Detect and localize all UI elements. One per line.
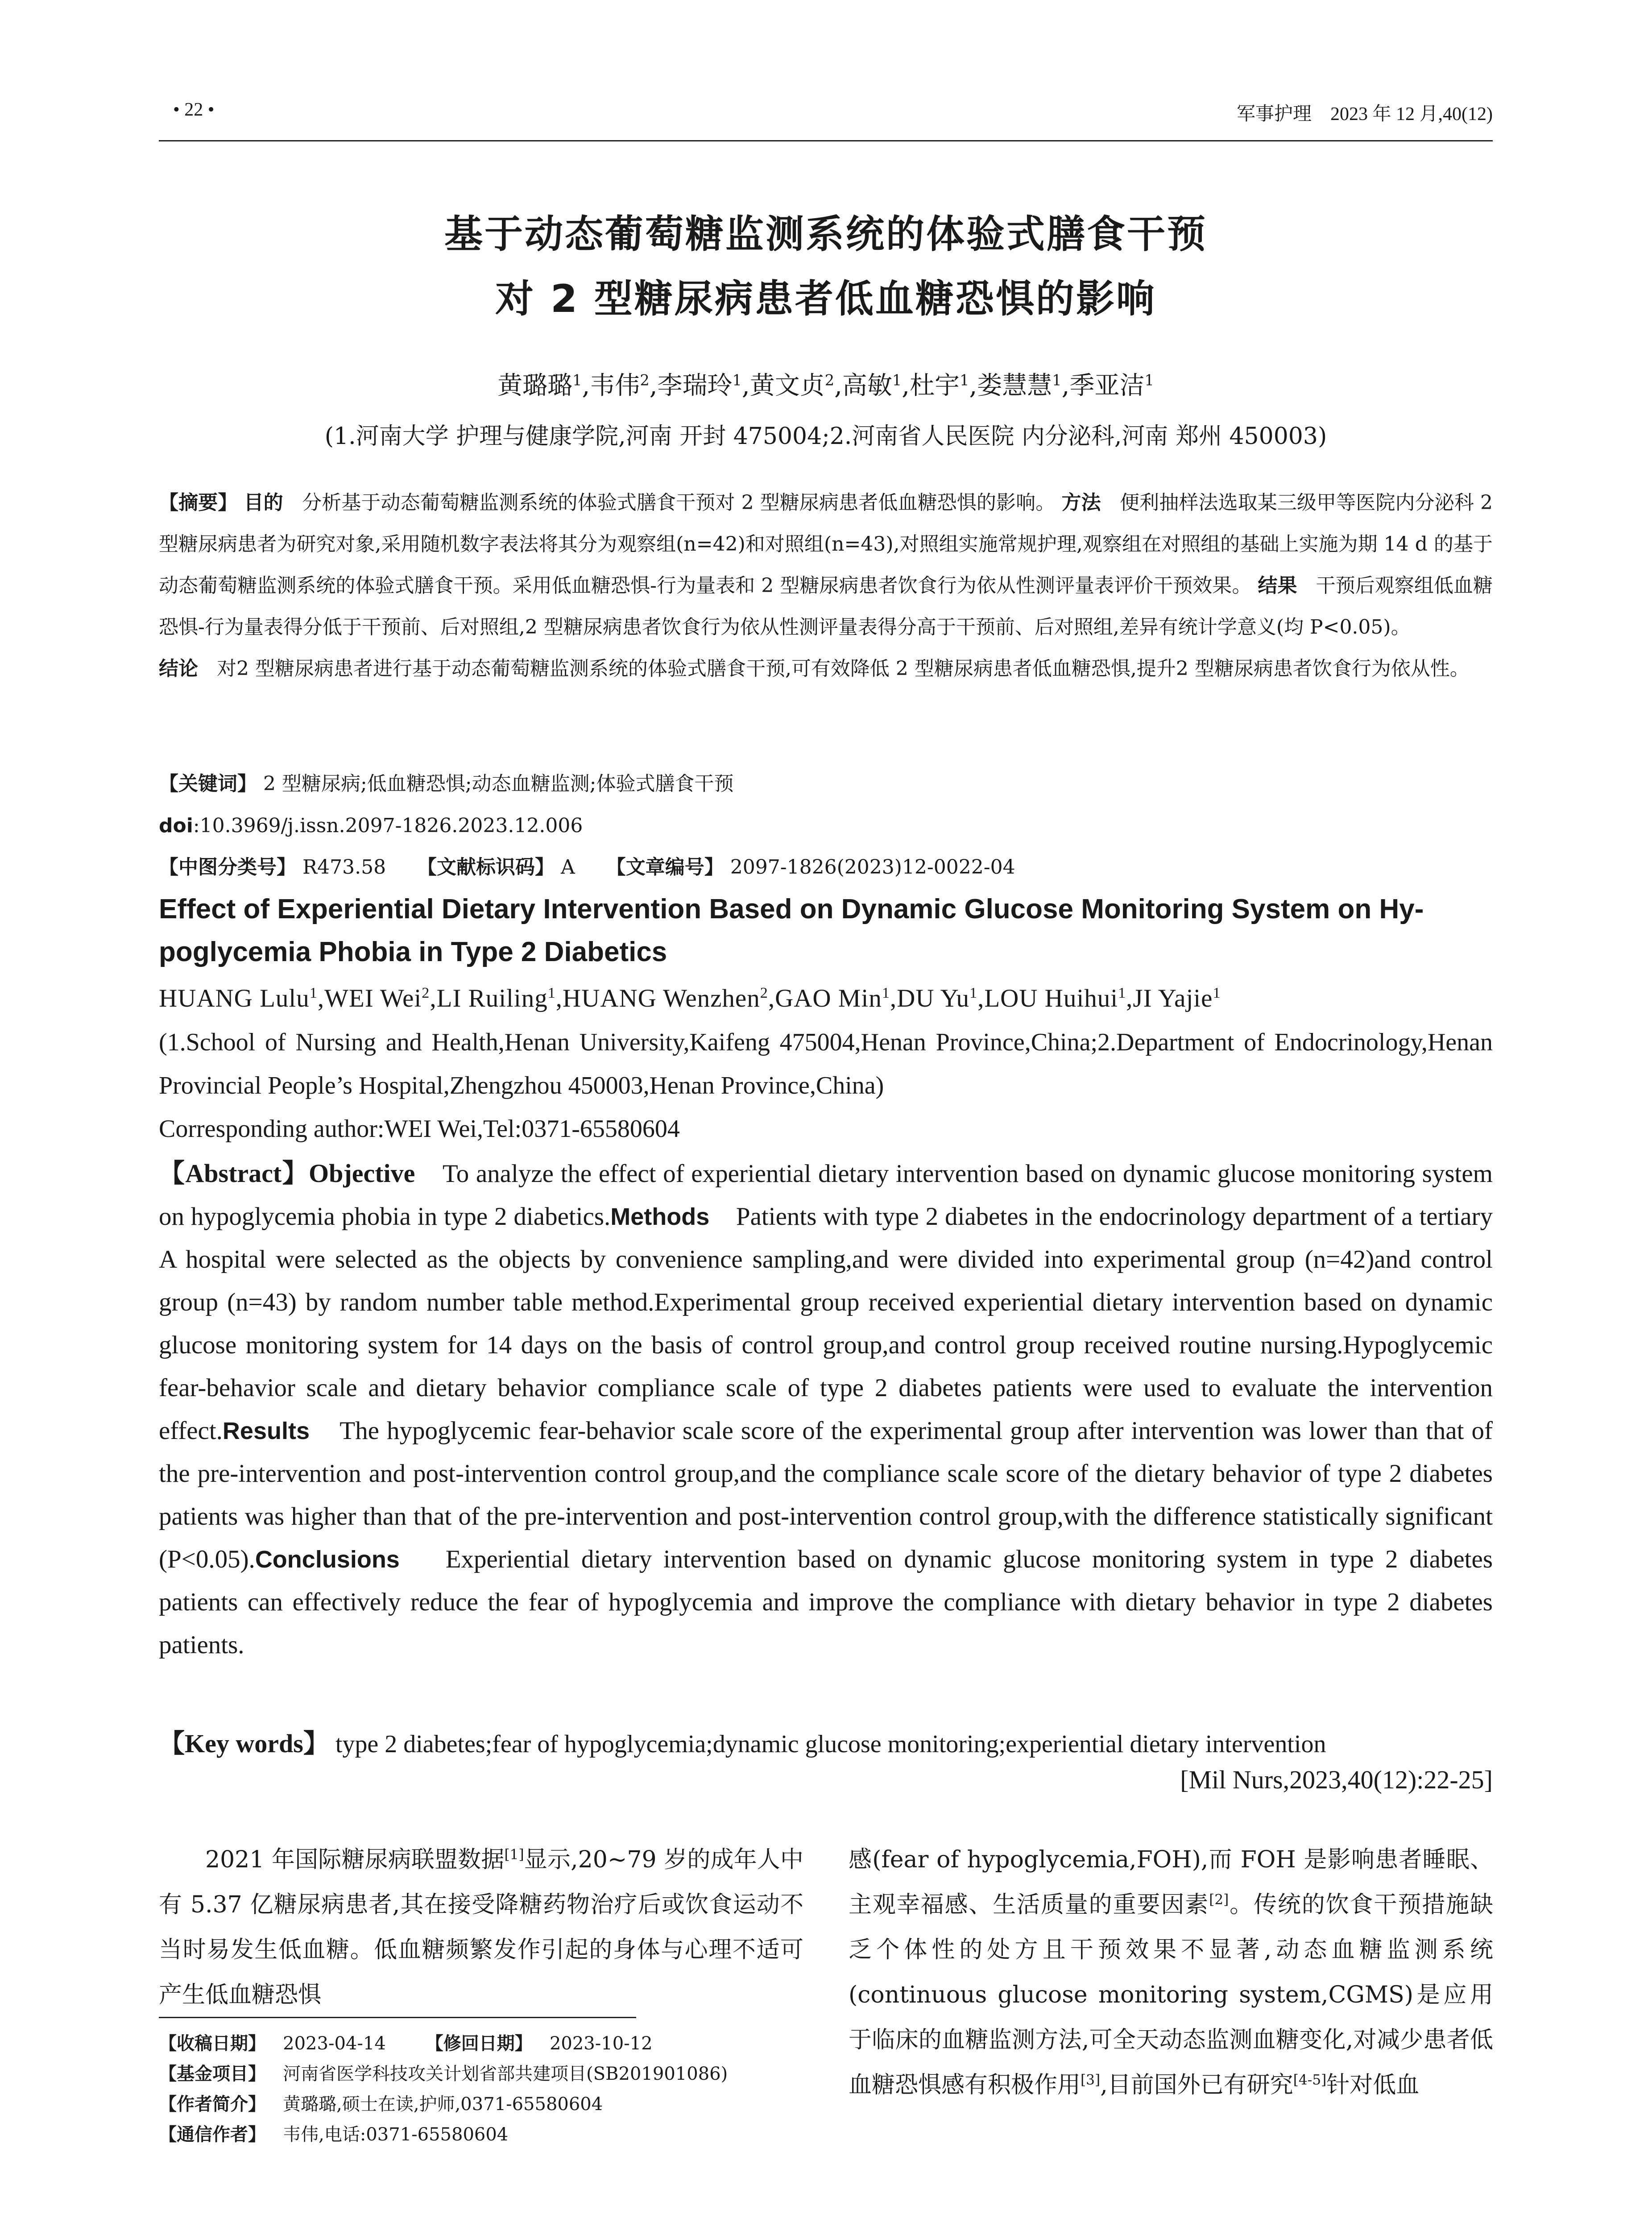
doi-label: doi [159,814,193,837]
footnote-author [159,2089,828,2119]
author-bio-text: 黄璐璐,硕士在读,护师,0371-65580604 [283,2094,603,2115]
footnote-rule [159,2017,636,2018]
page-number: • 22 • [173,100,215,120]
abstract-en [159,1152,1493,1667]
revised-label: 【修回日期】 [425,2033,533,2054]
received-label: 【收稿日期】 [159,2033,266,2054]
conclusions-en: Experiential dietary intervention based on dynamic glucose monitoring system in type 2 diabetes patients can effectively reduce the fear of hypoglycemia and improve the compliance with dietary behavior in type 2 diabetes patients. [159,1545,1493,1659]
title-cn-line2: 对 2 型糖尿病患者低血糖恐惧的影响 [495,277,1156,321]
body-left-column [159,1837,803,2018]
results-en-label: Results [222,1418,310,1444]
article-no-value: 2097-1826(2023)12-0022-04 [730,856,1015,879]
doi-value: :10.3969/j.issn.2097-1826.2023.12.006 [193,814,583,837]
authors-en: HUANG Lulu$^1$,WEI Wei$^2$,LI Ruiling$^1$,HUANG Wenzhen$^2$,GAO Min$^1$,DU Yu$^1$,LOU Huihui$^1$,JI Yajie$^1$ [159,984,1221,1012]
title-en-line1: Effect of Experiential Dietary Intervention Based on Dynamic Glucose Monitoring System on Hy- [159,894,1424,925]
fund-label: 【基金项目】 [159,2064,266,2084]
keywords-en-text: type 2 diabetes;fear of hypoglycemia;dynamic glucose monitoring;experiential dietary intervention [335,1730,1326,1758]
footnotes [159,2028,828,2150]
author-en: GAO Min [775,984,882,1012]
author-cn: 高敏 [842,371,892,400]
corresponding-author-en: Corresponding author:WEI Wei,Tel:0371-65580604 [159,1115,680,1143]
journal-running-head: 军事护理 2023 年 12 月,40(12) [1237,104,1493,124]
methods-cn-label: 方法 [1061,491,1101,514]
citation-ref: [3] [1081,2072,1101,2088]
fund-text: 河南省医学科技攻关计划省部共建项目(SB201901086) [283,2064,728,2084]
author-cn: 韦伟 [590,371,640,400]
body-right-text: ,目前国外已有研究 [1100,2072,1293,2098]
keywords-en-label: 【Key words】 [159,1729,329,1758]
authors-cn: 黄璐璐$^1$,韦伟$^2$,李瑞玲$^1$,黄文贞$^2$,高敏$^1$,杜宇$^1$,娄慧慧$^1$,季亚洁$^1$ [497,371,1154,400]
footnote-corresponding [159,2119,828,2150]
clc-value: R473.58 [302,856,386,879]
body-right-column [849,1837,1493,2108]
body-right-text: 感(fear of hypoglycemia,FOH),而 FOH 是影响患者睡眠、主观幸福感、生活质量的重要因素 [849,1846,1493,1918]
doc-code-label: 【文献标识码】 [417,856,555,879]
keywords-cn-label: 【关键词】 [159,772,257,795]
author-en: HUANG Lulu [159,984,310,1012]
abstract-en-label: 【Abstract】 [159,1159,309,1188]
author-cn: 李瑞玲 [657,371,733,400]
corresponding-label: 【通信作者】 [159,2124,266,2145]
doc-code-value: A [561,856,575,879]
affiliation-cn: (1.河南大学 护理与健康学院,河南 开封 475004;2.河南省人民医院 内分泌科,河南 郑州 450003) [324,423,1327,450]
body-left-text: 显示,20~79 岁的成年人中有 5.37 亿糖尿病患者,其在接受降糖药物治疗后或饮食运动不当时易发生低血糖。低血糖频繁发作引起的身体与心理不适可产生低血糖恐惧 [159,1846,803,2008]
conclusion-cn: 对2 型糖尿病患者进行基于动态葡萄糖监测系统的体验式膳食干预,可有效降低 2 型糖尿病患者低血糖恐惧,提升2 型糖尿病患者饮食行为依从性。 [216,657,1470,680]
methods-cn: 便利抽样法选取某三级甲等医院内分泌科 2 型糖尿病患者为研究对象,采用随机数字表法将其分为观察组(n=42)和对照组(n=43),对照组实施常规护理,观察组在对照组的基础上实施为期 14 d 的基于动态葡萄糖监测系统的体验式膳食干预。采用低血糖恐惧-行为量表和 2 型糖尿病患者饮食行为依从性测评量表评价干预效果。 [159,491,1493,597]
author-cn: 娄慧慧 [977,371,1052,400]
author-en: HUANG Wenzhen [563,984,760,1012]
results-cn-label: 结果 [1258,574,1297,597]
results-en: The hypoglycemic fear-behavior scale score of the experimental group after intervention was lower than that of the pre-intervention and post-intervention control group,and the compliance scale score of the dietary behavior of type 2 diabetes patients was higher than that of the pre-intervention and post-intervention control group,with the difference statistically significant (P<0.05). [159,1417,1493,1573]
author-en: JI Yajie [1133,984,1213,1012]
body-right-text: 针对低血 [1326,2072,1420,2098]
clc-label: 【中图分类号】 [159,856,296,879]
header-rule [159,140,1493,141]
conclusion-cn-label: 结论 [159,657,198,680]
citation: [Mil Nurs,2023,40(12):22-25] [1180,1765,1493,1794]
citation-ref: [1] [504,1846,524,1863]
author-cn: 黄文贞 [749,371,825,400]
revised-date: 2023-10-12 [549,2033,653,2054]
conclusions-en-label: Conclusions [255,1546,400,1573]
body-right-text: 。传统的饮食干预措施缺乏个体性的处方且干预效果不显著,动态血糖监测系统(continuous glucose monitoring system,CGMS)是应用于临床的血糖监测方法,可全天动态监测血糖变化,对减少患者低血糖恐惧感有积极作用 [849,1891,1493,2098]
author-cn: 杜宇 [910,371,960,400]
title-cn-line1: 基于动态葡萄糖监测系统的体验式膳食干预 [444,212,1207,257]
keywords-en [159,1722,1493,1766]
abstract-cn-label: 【摘要】 [159,491,238,514]
keywords-cn-text: 2 型糖尿病;低血糖恐惧;动态血糖监测;体验式膳食干预 [263,772,734,795]
author-en: WEI Wei [324,984,422,1012]
title-en [159,888,1493,974]
abstract-cn [159,482,1493,689]
affiliation-en: (1.School of Nursing and Health,Henan University,Kaifeng 475004,Henan Province,China;2.Department of Endocrinology,Henan Provincial People’s Hospital,Zhengzhou 450003,Henan Province,China) [159,1028,1493,1099]
keywords-cn [159,763,1493,804]
author-en: DU Yu [897,984,969,1012]
author-en: LI Ruiling [436,984,548,1012]
doi-line [159,805,1493,846]
citation-ref: [2] [1209,1891,1229,1908]
objective-cn: 分析基于动态葡萄糖监测系统的体验式膳食干预对 2 型糖尿病患者低血糖恐惧的影响。 [302,491,1056,514]
objective-cn-label: 目的 [244,491,283,514]
received-date: 2023-04-14 [283,2033,386,2054]
body-left-text: 2021 年国际糖尿病联盟数据 [205,1846,505,1873]
results-cn: 干预后观察组低血糖恐惧-行为量表得分低于干预前、后对照组,2 型糖尿病患者饮食行为依从性测评量表得分高于干预前、后对照组,差异有统计学意义(均 P<0.05)。 [159,574,1493,639]
title-en-line2: poglycemia Phobia in Type 2 Diabetics [159,937,667,967]
objective-en: To analyze the effect of experiential dietary intervention based on dynamic glucose monitoring system on hypoglycemia phobia in type 2 diabetics. [159,1160,1493,1231]
corresponding-text: 韦伟,电话:0371-65580604 [283,2124,509,2145]
author-bio-label: 【作者简介】 [159,2094,266,2115]
methods-en: Patients with type 2 diabetes in the endocrinology department of a tertiary A hospital were selected as the objects by convenience sampling,and were divided into experimental group (n=42)and control group (n=43) by random number table method.Experimental group received experiential dietary intervention based on dynamic glucose monitoring system for 14 days on the basis of control group,and control group received routine nursing.Hypoglycemic fear-behavior scale and dietary behavior compliance scale of type 2 diabetes patients were used to evaluate the intervention effect. [159,1203,1493,1445]
objective-en-label: Objective [309,1159,415,1188]
author-cn: 季亚洁 [1069,371,1145,400]
classification-line [159,846,1493,888]
citation-ref: [4-5] [1293,2072,1327,2088]
article-no-label: 【文章编号】 [606,856,724,879]
author-cn: 黄璐璐 [497,371,573,400]
footnote-dates [159,2028,828,2059]
author-en: LOU Huihui [984,984,1118,1012]
footnote-fund [159,2059,828,2089]
methods-en-label: Methods [610,1203,710,1230]
